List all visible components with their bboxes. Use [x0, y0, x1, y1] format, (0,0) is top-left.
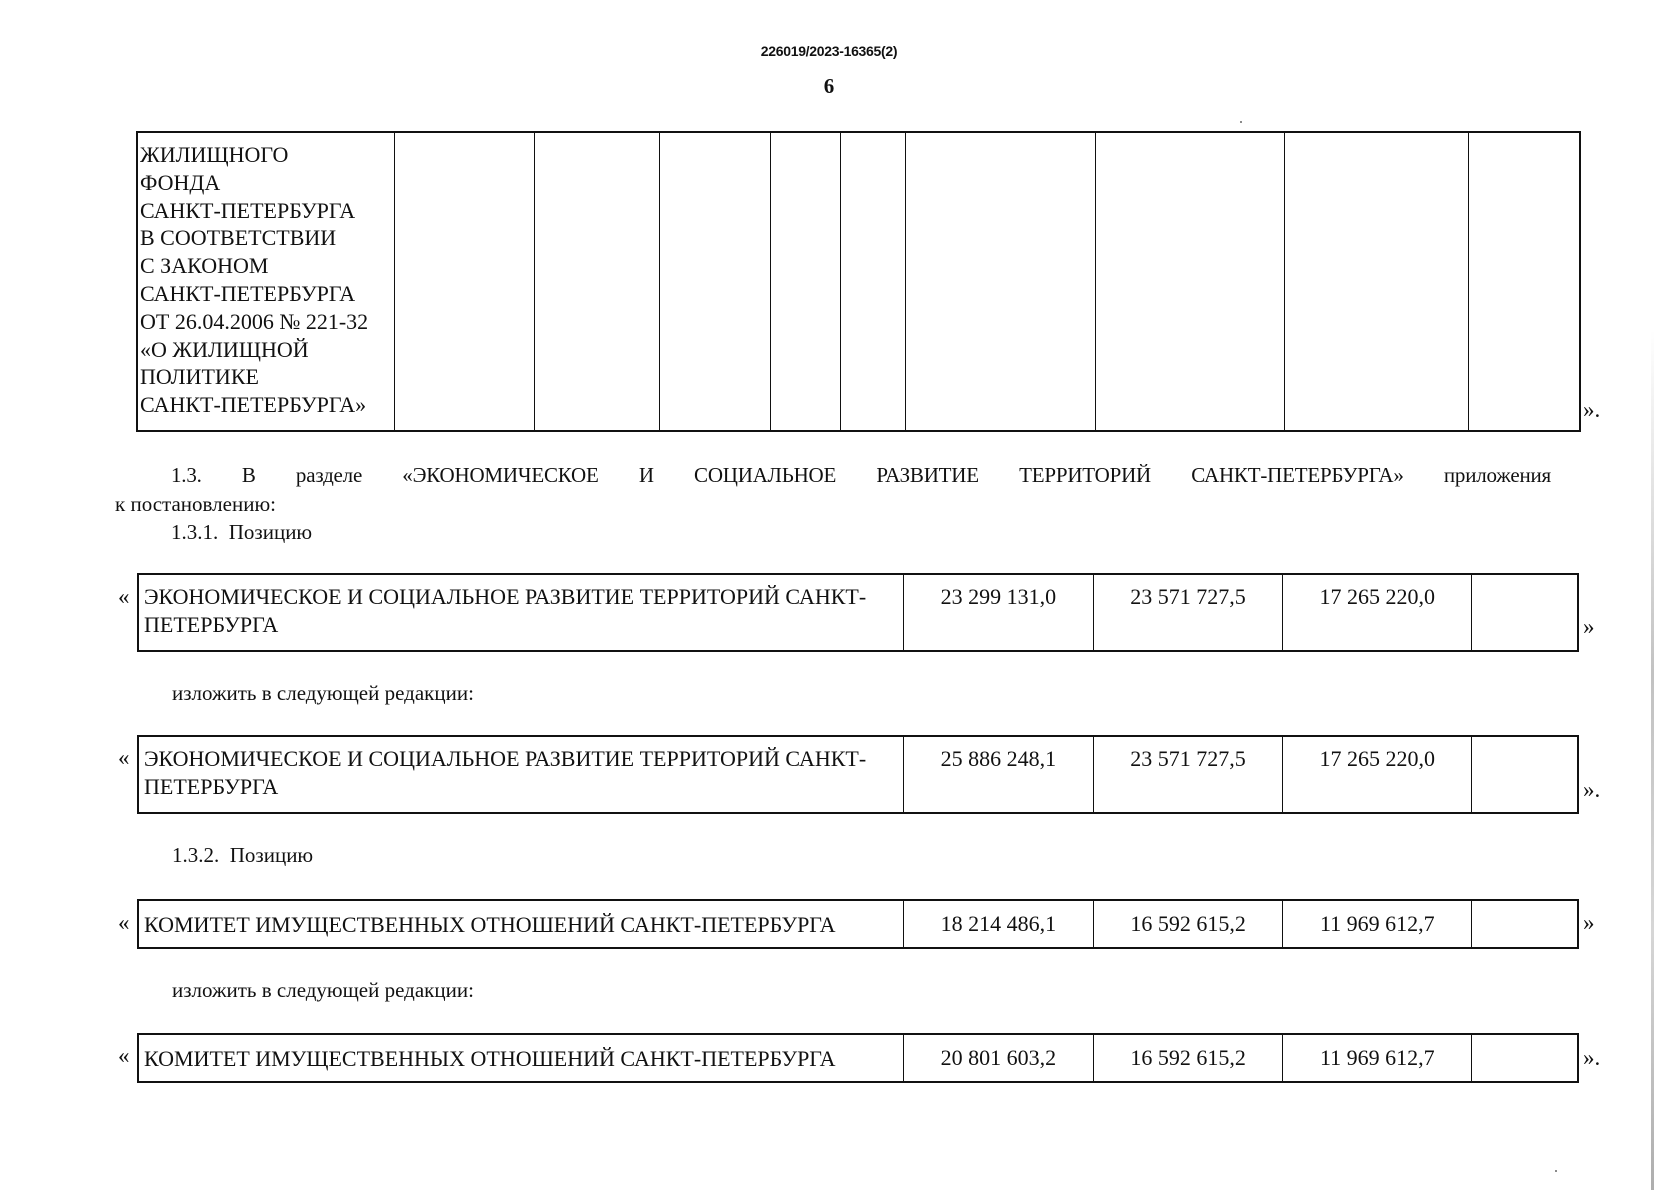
value-cell: 18 214 486,1 [940, 911, 1057, 936]
continuation-name-text: ЖИЛИЩНОГО ФОНДА САНКТ-ПЕТЕРБУРГА В СООТВЕТСТВИИ С ЗАКОНОМ САНКТ-ПЕТЕРБУРГА ОТ 26.04.2006 № 221-32 «О ЖИЛИЩНОЙ ПОЛИТИКЕ САНКТ-ПЕТЕРБУРГА» [140, 142, 369, 418]
closing-quote: » [1583, 614, 1595, 639]
position-table-old [137, 573, 1579, 652]
value-cell [1472, 737, 1577, 746]
edit-instruction: изложить в следующей редакции: [172, 681, 474, 705]
scan-speck [1240, 121, 1242, 123]
document-number: 226019/2023-16365(2) [760, 43, 898, 59]
position-table-new [137, 1033, 1579, 1083]
continuation-name-cell [137, 132, 394, 431]
position-table-old [137, 899, 1579, 949]
empty-cell [394, 132, 534, 431]
row-name: КОМИТЕТ ИМУЩЕСТВЕННЫХ ОТНОШЕНИЙ САНКТ-ПЕТЕРБУРГА [144, 1046, 836, 1071]
value-cell [1472, 901, 1577, 911]
closing-quote: ». [1583, 777, 1601, 802]
empty-cell [1285, 132, 1469, 431]
scan-edge [1651, 330, 1654, 1190]
empty-cell [660, 132, 771, 431]
section-1-3-heading-cont: к постановлению: [115, 492, 276, 516]
value-cell [1472, 1035, 1577, 1045]
value-cell: 25 886 248,1 [940, 746, 1057, 771]
continuation-table [136, 131, 1581, 432]
row-name: КОМИТЕТ ИМУЩЕСТВЕННЫХ ОТНОШЕНИЙ САНКТ-ПЕТЕРБУРГА [144, 912, 836, 937]
edit-instruction: изложить в следующей редакции: [172, 978, 474, 1002]
value-cell: 17 265 220,0 [1319, 746, 1436, 771]
position-table-new [137, 735, 1579, 814]
scan-speck [1555, 1170, 1557, 1172]
opening-quote: « [118, 584, 130, 609]
closing-quote: ». [1583, 1045, 1601, 1070]
value-cell: 23 571 727,5 [1130, 584, 1246, 609]
page-number: 6 [823, 74, 835, 98]
value-cell: 11 969 612,7 [1319, 1045, 1435, 1070]
empty-cell [771, 132, 841, 431]
opening-quote: « [118, 910, 130, 935]
value-cell: 16 592 615,2 [1130, 1045, 1246, 1070]
empty-cell [906, 132, 1096, 431]
empty-cell [534, 132, 660, 431]
value-cell: 11 969 612,7 [1319, 911, 1435, 936]
value-cell: 23 299 131,0 [940, 584, 1057, 609]
closing-quote: » [1583, 910, 1595, 935]
empty-cell [841, 132, 906, 431]
value-cell [1472, 575, 1577, 584]
value-cell: 23 571 727,5 [1130, 746, 1246, 771]
opening-quote: « [118, 1043, 130, 1068]
value-cell: 20 801 603,2 [940, 1045, 1057, 1070]
empty-cell [1095, 132, 1285, 431]
empty-cell [1469, 132, 1580, 431]
value-cell: 17 265 220,0 [1319, 584, 1436, 609]
row-name: ЭКОНОМИЧЕСКОЕ И СОЦИАЛЬНОЕ РАЗВИТИЕ ТЕРРИТОРИЙ САНКТ-ПЕТЕРБУРГА [144, 746, 867, 799]
row-name: ЭКОНОМИЧЕСКОЕ И СОЦИАЛЬНОЕ РАЗВИТИЕ ТЕРРИТОРИЙ САНКТ-ПЕТЕРБУРГА [144, 584, 867, 637]
closing-quote: ». [1583, 397, 1601, 422]
item-1-3-1-label: 1.3.1. Позицию [171, 520, 313, 544]
opening-quote: « [118, 745, 130, 770]
section-1-3-heading: 1.3. В разделе «ЭКОНОМИЧЕСКОЕ И СОЦИАЛЬНОЕ РАЗВИТИЕ ТЕРРИТОРИЙ САНКТ-ПЕТЕРБУРГА» приложения [171, 463, 1551, 487]
value-cell: 16 592 615,2 [1130, 911, 1246, 936]
item-1-3-2-label: 1.3.2. Позицию [172, 843, 314, 867]
